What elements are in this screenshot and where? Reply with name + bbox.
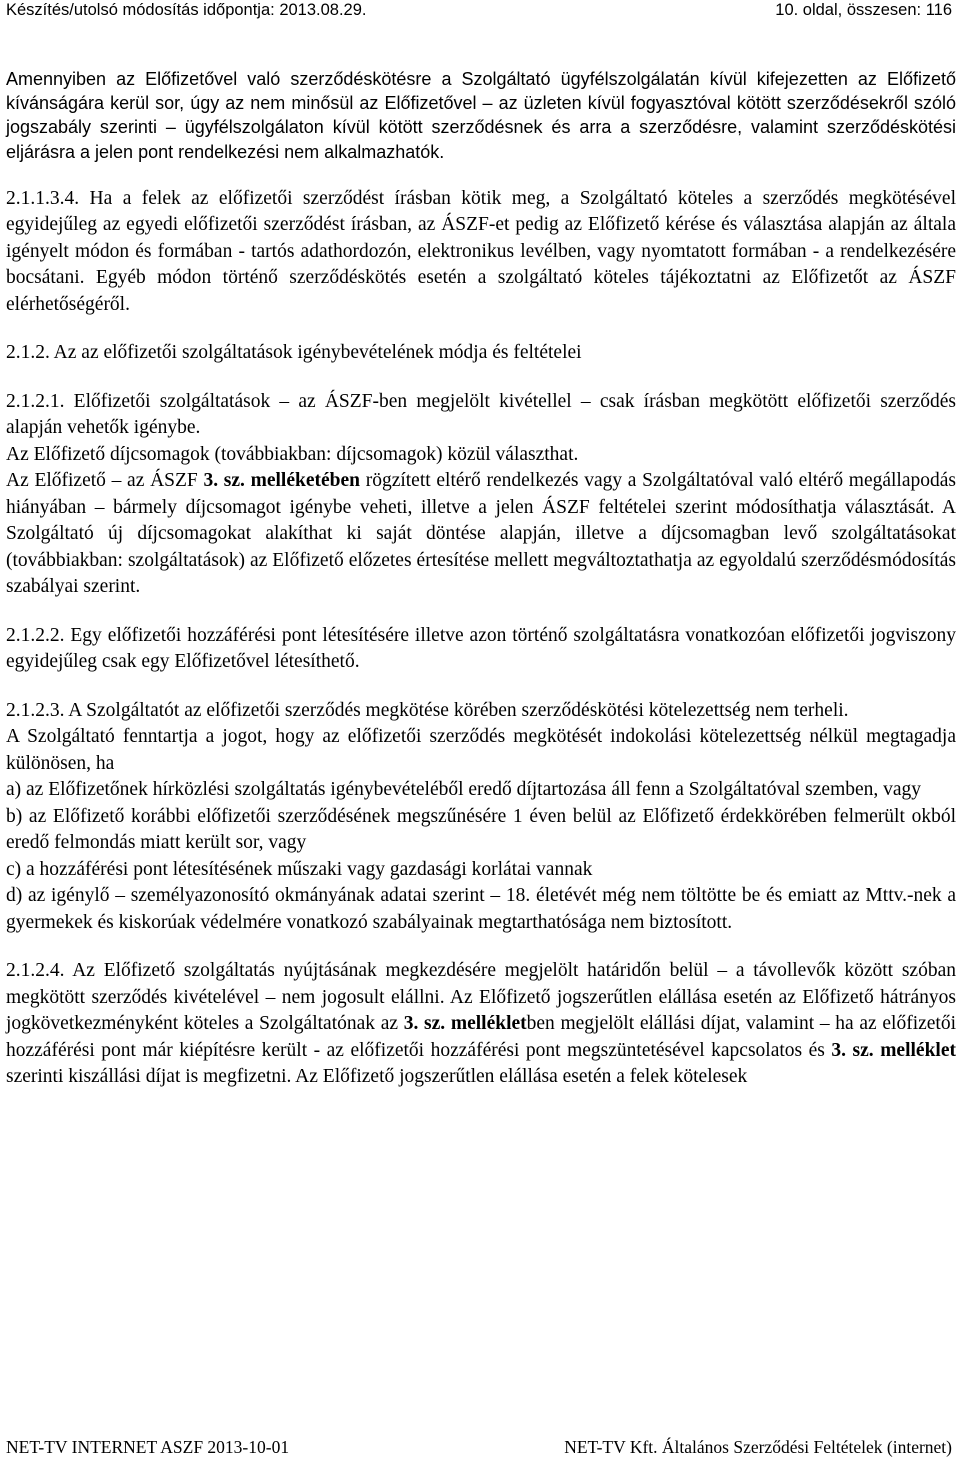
paragraph-2-1-2-4 <box>6 958 956 1091</box>
list-item-d: d) az igénylő – személyazonosító okmányának adatai szerint – 18. életévét még nem töltötte be és emiatt az Mttv.-nek a gyermekek és kiskorúak védelmére vonatkozó szabályainak megtarthatósága nem biztosított. <box>6 885 956 933</box>
list-item-c: c) a hozzáférési pont létesítésének műszaki vagy gazdasági korlátai vannak <box>6 858 593 880</box>
paragraph-outside-office-contract: Amennyiben az Előfizetővel való szerződéskötésre a Szolgáltató ügyfélszolgálatán kívül kifejezetten az Előfizető kívánságára kerül sor, úgy az nem minősül az Előfizetővel – az üzleten kívül fogyasztóval kötött szerződésekről szóló jogszabály szerinti – ügyfélszolgálaton kívül kötött szerződésnek és arra a szerződésre, valamint szerződéskötési eljárásra a jelen pont rendelkezési nem alkalmazhatók. <box>6 69 956 162</box>
section-heading-2-1-2: 2.1.2. Az az előfizetői szolgáltatások igénybevételének módja és feltételei <box>6 342 582 364</box>
document-body <box>6 67 956 1091</box>
paragraph-2-1-1-3-4: 2.1.1.3.4. Ha a felek az előfizetői szerződést írásban kötik meg, a Szolgáltató köteles a szerződés megkötésével egyidejűleg az egyedi előfizetői szerződést írásban, az ÁSZF-et pedig az Előfizető kérése és választása alapján az általa igényelt módon és formában - tartós adathordozón, elektronikus levélben, vagy nyomtatott formában - a rendelkezésére bocsátani. Egyéb módon történő szerződéskötés esetén a szolgáltató köteles tájékoztatni az Előfizetőt az ÁSZF elérhetőségéről. <box>6 187 956 315</box>
page-footer <box>6 1437 952 1457</box>
footer-document-id: NET-TV INTERNET ASZF 2013-10-01 <box>6 1437 290 1457</box>
text-run: rögzített eltérő rendelkezés vagy a Szolgáltatóval való eltérő megállapodás hiányában – bármely díjcsomagot igénybe veheti, illetve a jelen ÁSZF feltételei szerint módosíthatja választását. A Szolgáltató új díjcsomagokat alakíthat ki saját döntése alapján, illetve a díjcsomagban levő szolgáltatásokat (továbbiakban: szolgáltatások) az Előfizető előzetes értesítése mellett megváltoztathatja az egyoldalú szerződésmódosítás szabályai szerint. <box>6 470 956 598</box>
paragraph-refusal-right: A Szolgáltató fenntartja a jogot, hogy az előfizetői szerződés megkötését indokolási kötelezettség nélkül megtagadja különösen, ha <box>6 726 956 774</box>
text-run: Az Előfizető – az ÁSZF <box>6 470 204 492</box>
list-item-a: a) az Előfizetőnek hírközlési szolgáltatás igénybevételéből eredő díjtartozása áll fenn a Szolgáltatóval szemben, vagy <box>6 779 922 801</box>
header-page-number: 10. oldal, összesen: 116 <box>775 1 952 19</box>
header-modified-date: Készítés/utolsó módosítás időpontja: 2013.08.29. <box>6 1 367 19</box>
paragraph-package-choice: Az Előfizető díjcsomagok (továbbiakban: díjcsomagok) közül választhat. <box>6 443 579 465</box>
text-run: 2.1.2.4. Az Előfizető szolgáltatás nyújtásának megkezdésére megjelölt határidőn belül – a távollevők között szóban megkötött szerződés kivételével – nem jogosult elállni. Az Előfizető jogszerűtlen elállása esetén az Előfizető hátrányos jogkövetkezményként köteles a Szolgáltatónak az <box>6 960 956 1035</box>
paragraph-2-1-2-1: 2.1.2.1. Előfizetői szolgáltatások – az ÁSZF-ben megjelölt kivétellel – csak írásban megkötött előfizetői szerződés alapján vehetők igénybe. <box>6 390 956 439</box>
paragraph-package-rules <box>6 468 956 601</box>
list-item-b: b) az Előfizető korábbi előfizetői szerződésének megszűnésére 1 éven belül az Előfizető érdekkörében felmerült okból eredő felmondás miatt került sor, vagy <box>6 805 956 854</box>
annex-reference: 3. sz. melléklet <box>403 1013 527 1035</box>
paragraph-2-1-2-3: 2.1.2.3. A Szolgáltatót az előfizetői szerződés megkötése körében szerződéskötési kötelezettség nem terheli. <box>6 699 849 721</box>
text-run: szerinti kiszállási díjat is megfizetni. Az Előfizető jogszerűtlen elállása esetén a felek kötelesek <box>6 1066 748 1088</box>
text-run: ben megjelölt elállási díjat, valamint – ha az előfizetői hozzáférési pont már kiépítésre került - az előfizetői hozzáférési pont megszüntetésével kapcsolatos és <box>6 1013 957 1061</box>
page-header <box>6 0 952 30</box>
footer-document-title: NET-TV Kft. Általános Szerződési Feltételek (internet) <box>564 1437 952 1457</box>
annex-reference: 3. sz. melléklet <box>831 1039 956 1061</box>
paragraph-2-1-2-2: 2.1.2.2. Egy előfizetői hozzáférési pont létesítésére illetve azon történő szolgáltatásra vonatkozóan előfizetői jogviszony egyidejűleg csak egy Előfizetővel létesíthető. <box>6 624 956 673</box>
annex-reference: 3. sz. melléketében <box>203 470 360 492</box>
